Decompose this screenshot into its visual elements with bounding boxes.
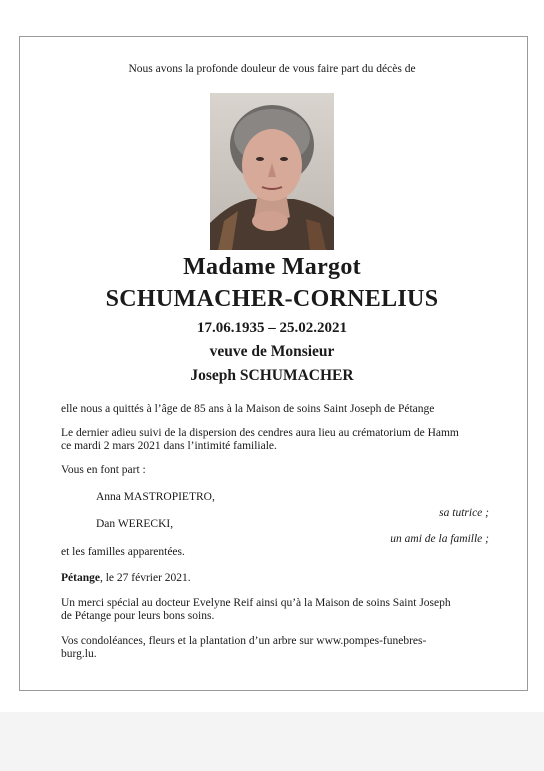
portrait-photo <box>210 93 334 250</box>
place-name: Pétange <box>61 572 100 584</box>
deceased-family-name: SCHUMACHER-CORNELIUS <box>105 286 439 312</box>
condolences-line-2: burg.lu. <box>61 648 97 660</box>
intro-text: Nous avons la profonde douleur de vous faire part du décès de <box>128 63 416 75</box>
spouse-name: Joseph SCHUMACHER <box>190 367 354 384</box>
page-bottom-margin <box>0 712 544 771</box>
announce-label: Vous en font part : <box>61 464 146 476</box>
farewell-line-1: Le dernier adieu suivi de la dispersion des cendres aura lieu au crématorium de Hamm <box>61 427 459 439</box>
mourner-name: Anna MASTROPIETRO, <box>96 491 215 503</box>
families-line: et les familles apparentées. <box>61 546 185 558</box>
thanks-line-1: Un merci spécial au docteur Evelyne Reif ainsi qu’à la Maison de soins Saint Joseph <box>61 597 451 609</box>
life-dates: 17.06.1935 – 25.02.2021 <box>197 320 347 336</box>
date-text: , le 27 février 2021. <box>99 572 191 584</box>
widow-line: veuve de Monsieur <box>209 343 335 360</box>
deceased-name: Madame Margot <box>183 254 361 280</box>
portrait-image <box>210 93 334 250</box>
place-date <box>61 572 191 585</box>
mourner-relation: un ami de la famille ; <box>390 533 489 545</box>
death-info: elle nous a quittés à l’âge de 85 ans à la Maison de soins Saint Joseph de Pétange <box>61 403 435 415</box>
thanks-line-2: de Pétange pour leurs bons soins. <box>61 610 215 622</box>
farewell-line-2: ce mardi 2 mars 2021 dans l’intimité familiale. <box>61 440 277 452</box>
condolences-line-1: Vos condoléances, fleurs et la plantation d’un arbre sur www.pompes-funebres- <box>61 635 427 647</box>
mourner-relation: sa tutrice ; <box>439 507 489 519</box>
mourner-name: Dan WERECKI, <box>96 518 174 530</box>
